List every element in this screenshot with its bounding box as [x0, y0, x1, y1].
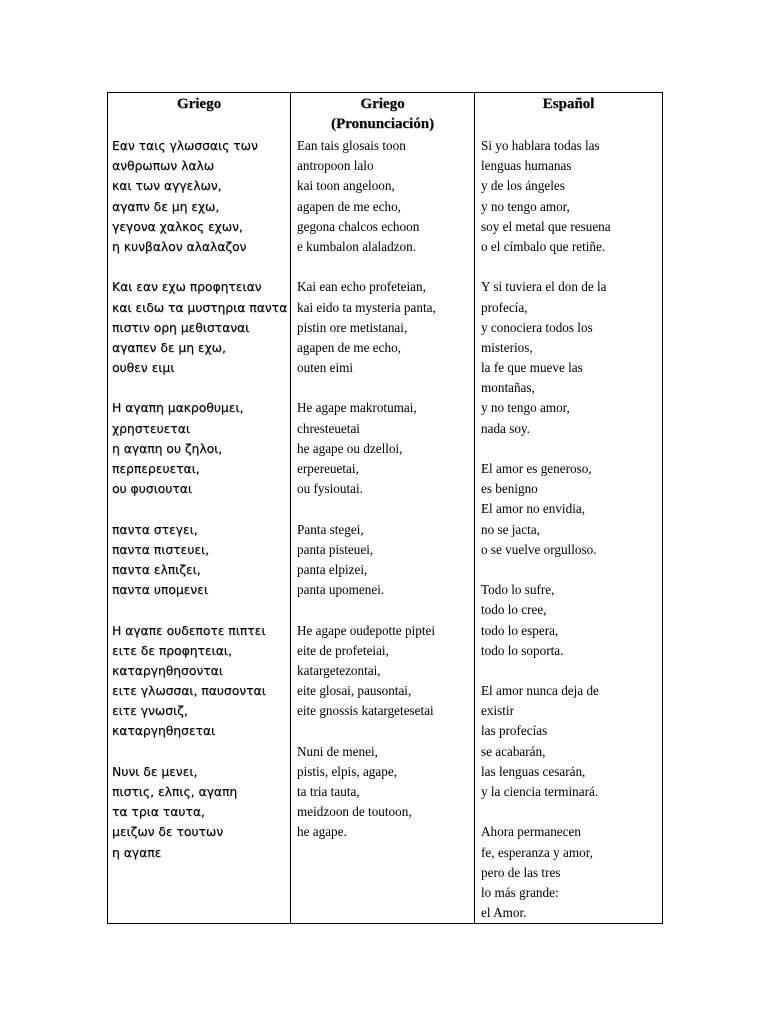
verse-line: todo lo cree, — [481, 602, 547, 618]
verse-line: πιστις, ελπις, αγαπη — [112, 785, 238, 799]
verse-line: Εαν ταις γλωσσαις των — [112, 139, 258, 153]
verse-line: Nuni de menei, — [297, 743, 378, 759]
verse-line: περπερευεται, — [112, 462, 200, 476]
stanza — [481, 822, 662, 923]
verse-line: kai toon angeloon, — [297, 178, 395, 194]
verse-line: και ειδω τα μυστηρια παντα — [112, 300, 288, 315]
verse-line: He agape oudepotte piptei — [297, 622, 436, 638]
verse-line: eite glosai, pausontai, — [297, 683, 412, 699]
verse-line: El amor es generoso, — [481, 461, 592, 476]
verse-line: todo lo espera, — [481, 622, 559, 638]
verse-line: pero de las tres — [481, 864, 561, 880]
stanza — [481, 580, 662, 661]
verse-line: la fe que mueve las — [481, 360, 583, 376]
verse-line: todo lo soporta. — [481, 642, 564, 658]
verse-line: gegona chalcos echoon — [297, 218, 420, 234]
verse-line: agapen de me echo, — [297, 198, 401, 214]
spanish-column — [475, 93, 663, 924]
verse-line: ta tria tauta, — [297, 784, 360, 799]
poem-table — [107, 92, 663, 924]
verse-line: καταργηθησονται — [112, 663, 223, 678]
verse-line: η κυνβαλον αλαλαζον — [112, 239, 247, 254]
table-row — [108, 93, 663, 924]
verse-line: Panta stegei, — [297, 521, 364, 537]
verse-line: Ahora permanecen — [481, 824, 581, 840]
verse-line: ou fysioutai. — [297, 481, 363, 497]
verse-line: y conociera todos los — [481, 319, 593, 335]
verse-line: existir — [481, 703, 514, 719]
verse-line: o el címbalo que retiñe. — [481, 238, 606, 254]
greek-header — [108, 93, 290, 134]
stanza — [297, 621, 474, 722]
verse-line: eite de profeteiai, — [297, 642, 389, 658]
pronunciation-header-line1: Griego — [360, 96, 405, 112]
verse-line: y no tengo amor, — [481, 400, 570, 416]
verse-line: pistin ore metistanai, — [297, 319, 408, 335]
verse-line: χρηστευεται — [112, 421, 190, 436]
verse-line: es benigno — [481, 481, 538, 497]
spanish-header-text: Español — [542, 96, 595, 112]
verse-line: kai eido ta mysteria panta, — [297, 299, 436, 315]
greek-header-text: Griego — [176, 96, 222, 112]
verse-line: se acabarán, — [481, 743, 546, 759]
verse-line: παντα υπομενει — [112, 583, 208, 598]
verse-line: erpereuetai, — [297, 461, 359, 476]
verse-line: e kumbalon alaladzon. — [297, 238, 417, 254]
verse-line: chresteuetai — [297, 420, 360, 436]
verse-line: Todo lo sufre, — [481, 582, 555, 598]
verse-line: panta upomenei. — [297, 582, 385, 598]
verse-line: outen eimi — [297, 360, 354, 376]
verse-line: ουθεν ειμι — [112, 361, 175, 376]
spanish-text — [475, 136, 662, 923]
pronunciation-header-line2: (Pronunciación) — [330, 116, 435, 132]
verse-line: ου φυσιουται — [112, 482, 193, 497]
verse-line: και των αγγελων, — [112, 179, 222, 194]
verse-line: las lenguas cesarán, — [481, 763, 586, 779]
verse-line: αγαπν δε μη εχω, — [112, 199, 220, 214]
stanza — [112, 277, 290, 378]
verse-line: nada soy. — [481, 420, 530, 436]
verse-line: τα τρια ταυτα, — [112, 805, 205, 820]
verse-line: las profecías — [481, 723, 548, 739]
stanza — [297, 520, 474, 601]
verse-line: panta elpizei, — [297, 561, 368, 577]
verse-line: η αγαπη ου ζηλοι, — [112, 441, 223, 456]
verse-line: fe, esperanza y amor, — [481, 844, 593, 860]
verse-line: pistis, elpis, agape, — [297, 763, 397, 779]
stanza — [481, 277, 662, 439]
verse-line: ειτε γλωσσαι, παυσονται — [112, 684, 266, 699]
verse-line: ανθρωπων λαλω — [112, 159, 215, 174]
verse-line: no se jacta, — [481, 521, 540, 537]
pronunciation-header — [291, 93, 474, 134]
stanza — [481, 136, 662, 257]
verse-line: πιστιν ορη μεθισταναι — [112, 320, 250, 335]
verse-line: Νυνι δε μενει, — [112, 764, 198, 779]
verse-line: παντα ελπιζει, — [112, 562, 201, 577]
verse-line: γεγονα χαλκος εχων, — [112, 219, 243, 234]
verse-line: y de los ángeles — [481, 178, 565, 194]
verse-line: η αγαπε — [112, 845, 162, 860]
verse-line: Kai ean echo profeteian, — [297, 279, 426, 295]
verse-line: Η αγαπε ουδεποτε πιπτει — [112, 623, 266, 638]
verse-line: panta pisteuei, — [297, 541, 374, 557]
verse-line: misterios, — [481, 339, 533, 355]
stanza — [481, 681, 662, 802]
verse-line: Y si tuviera el don de la — [481, 279, 607, 295]
verse-line: Ean tais glosais toon — [297, 138, 406, 153]
verse-line: o se vuelve orgulloso. — [481, 541, 597, 557]
verse-line: meidzoon de toutoon, — [297, 804, 412, 820]
verse-line: eite gnossis katargetesetai — [297, 703, 434, 719]
stanza — [297, 136, 474, 257]
verse-line: El amor nunca deja de — [481, 683, 599, 699]
stanza — [297, 742, 474, 843]
verse-line: καταργηθησεται — [112, 724, 216, 739]
verse-line: soy el metal que resuena — [481, 218, 611, 234]
verse-line: παντα πιστευει, — [112, 542, 210, 557]
stanza — [481, 459, 662, 560]
verse-line: he agape. — [297, 824, 347, 840]
verse-line: παντα στεγει, — [112, 522, 198, 537]
stanza — [297, 277, 474, 378]
verse-line: agapen de me echo, — [297, 339, 401, 355]
stanza — [112, 621, 290, 742]
verse-line: y la ciencia terminará. — [481, 784, 599, 799]
verse-line: Και εαν εχω προφητειαν — [112, 280, 262, 295]
verse-line: Η αγαπη μακροθυμει, — [112, 401, 244, 416]
verse-line: antropoon lalo — [297, 158, 374, 174]
verse-line: he agape ou dzelloi, — [297, 440, 403, 456]
verse-line: el Amor. — [481, 905, 527, 921]
stanza — [297, 398, 474, 499]
verse-line: y no tengo amor, — [481, 198, 570, 214]
verse-line: ειτε γνωσιζ, — [112, 704, 188, 719]
verse-line: He agape makrotumai, — [297, 400, 417, 416]
pronunciation-text — [291, 136, 474, 843]
verse-line: lenguas humanas — [481, 158, 572, 174]
verse-line: Si yo hablara todas las — [481, 138, 600, 153]
verse-line: lo más grande: — [481, 884, 559, 900]
stanza — [112, 398, 290, 499]
verse-line: montañas, — [481, 380, 535, 396]
pronunciation-column — [291, 93, 475, 924]
verse-line: μειζων δε τουτων — [112, 825, 224, 840]
verse-line: El amor no envidia, — [481, 501, 586, 517]
verse-line: αγαπεν δε μη εχω, — [112, 340, 226, 355]
spanish-header — [475, 93, 662, 134]
stanza — [112, 136, 290, 257]
greek-text — [108, 136, 290, 863]
greek-column — [108, 93, 291, 924]
verse-line: profecía, — [481, 299, 528, 315]
verse-line: katargetezontai, — [297, 662, 381, 678]
verse-line: ειτε δε προφητειαι, — [112, 643, 232, 658]
stanza — [112, 520, 290, 601]
stanza — [112, 762, 290, 863]
